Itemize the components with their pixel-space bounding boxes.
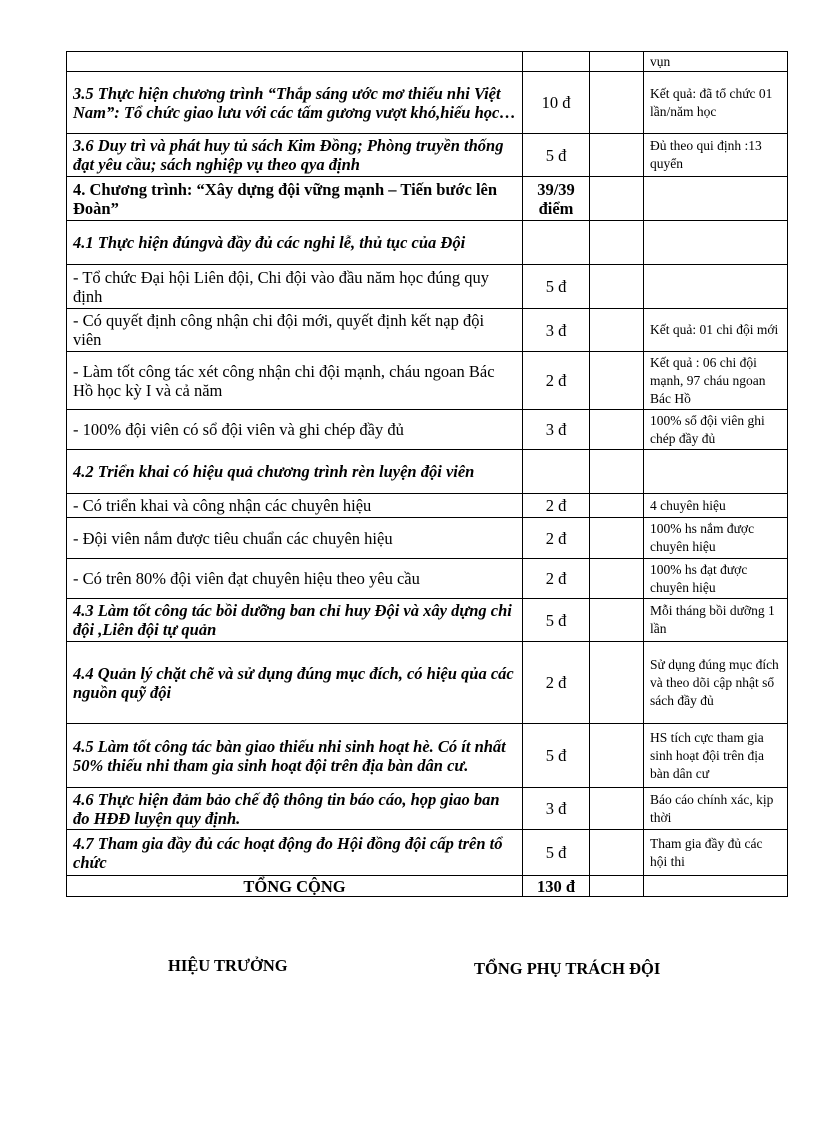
score-cell: [590, 134, 644, 177]
criterion-cell: - Có trên 80% đội viên đạt chuyên hiệu theo yêu cầu: [67, 559, 523, 599]
criterion-cell: 4.2 Triển khai có hiệu quả chương trình rèn luyện đội viên: [67, 450, 523, 494]
criterion-cell: - Đội viên nắm được tiêu chuẩn các chuyên hiệu: [67, 518, 523, 559]
points-cell: 2 đ: [523, 494, 590, 518]
table-row: [67, 788, 788, 830]
table-row: [67, 134, 788, 177]
table-row: [67, 876, 788, 897]
points-cell: 39/39 điểm: [523, 177, 590, 221]
table-row: [67, 410, 788, 450]
criterion-cell: 3.6 Duy trì và phát huy tủ sách Kim Đồng; Phòng truyền thống đạt yêu cầu; sách nghiệp vụ theo qya định: [67, 134, 523, 177]
result-note-cell: Kết quả : 06 chi đội mạnh, 97 cháu ngoan Bác Hồ: [644, 352, 788, 410]
table-row: [67, 221, 788, 265]
points-cell: 130 đ: [523, 876, 590, 897]
criterion-cell: 4.1 Thực hiện đúngvà đầy đủ các nghi lễ, thủ tục của Đội: [67, 221, 523, 265]
result-note-cell: [644, 265, 788, 309]
table-row: [67, 642, 788, 724]
points-cell: 2 đ: [523, 352, 590, 410]
table-row: [67, 52, 788, 72]
table-row: [67, 265, 788, 309]
table-row: [67, 494, 788, 518]
table-row: [67, 599, 788, 642]
score-cell: [590, 642, 644, 724]
criterion-cell: - Có quyết định công nhận chi đội mới, quyết định kết nạp đội viên: [67, 309, 523, 352]
points-cell: 5 đ: [523, 724, 590, 788]
result-note-cell: HS tích cực tham gia sinh hoạt đội trên địa bàn dân cư: [644, 724, 788, 788]
result-note-cell: 100% hs đạt được chuyên hiệu: [644, 559, 788, 599]
criterion-cell: 4.5 Làm tốt công tác bàn giao thiếu nhi sinh hoạt hè. Có ít nhất 50% thiếu nhi tham gia sinh hoạt đội trên địa bàn dân cư.: [67, 724, 523, 788]
criterion-cell: 4.6 Thực hiện đảm bảo chế độ thông tin báo cáo, họp giao ban đo HĐĐ luyện quy định.: [67, 788, 523, 830]
points-cell: 2 đ: [523, 559, 590, 599]
criterion-cell: 3.5 Thực hiện chương trình “Thắp sáng ước mơ thiếu nhi Việt Nam”: Tổ chức giao lưu với các tấm gương vượt khó,hiếu học…: [67, 72, 523, 134]
result-note-cell: Tham gia đầy đủ các hội thi: [644, 830, 788, 876]
result-note-cell: [644, 450, 788, 494]
score-cell: [590, 518, 644, 559]
score-cell: [590, 876, 644, 897]
result-note-cell: [644, 876, 788, 897]
points-cell: 10 đ: [523, 72, 590, 134]
score-cell: [590, 309, 644, 352]
criterion-cell: - Tổ chức Đại hội Liên đội, Chi đội vào đầu năm học đúng quy định: [67, 265, 523, 309]
points-cell: 2 đ: [523, 642, 590, 724]
table-row: [67, 559, 788, 599]
criterion-cell: TỔNG CỘNG: [67, 876, 523, 897]
table-row: [67, 724, 788, 788]
criterion-cell: - Làm tốt công tác xét công nhận chi đội mạnh, cháu ngoan Bác Hồ học kỳ I và cả năm: [67, 352, 523, 410]
result-note-cell: Báo cáo chính xác, kịp thời: [644, 788, 788, 830]
points-cell: [523, 52, 590, 72]
table-row: [67, 72, 788, 134]
points-cell: 5 đ: [523, 265, 590, 309]
result-note-cell: Mỗi tháng bồi dưỡng 1 lần: [644, 599, 788, 642]
table-row: [67, 518, 788, 559]
score-cell: [590, 724, 644, 788]
table-row: [67, 830, 788, 876]
points-cell: [523, 450, 590, 494]
result-note-cell: 4 chuyên hiệu: [644, 494, 788, 518]
score-cell: [590, 559, 644, 599]
score-cell: [590, 352, 644, 410]
result-note-cell: 100% hs nắm được chuyên hiệu: [644, 518, 788, 559]
result-note-cell: Kết quả: đã tổ chức 01 lần/năm học: [644, 72, 788, 134]
points-cell: 3 đ: [523, 788, 590, 830]
result-note-cell: [644, 177, 788, 221]
result-note-cell: Sử dụng đúng mục đích và theo dõi cập nhật sổ sách đầy đủ: [644, 642, 788, 724]
evaluation-table: [66, 51, 788, 897]
principal-signature-label: HIỆU TRƯỞNG: [168, 956, 288, 975]
score-cell: [590, 599, 644, 642]
points-cell: 3 đ: [523, 410, 590, 450]
criterion-cell: - 100% đội viên có sổ đội viên và ghi chép đầy đủ: [67, 410, 523, 450]
result-note-cell: [644, 221, 788, 265]
points-cell: 5 đ: [523, 599, 590, 642]
criterion-cell: 4. Chương trình: “Xây dựng đội vững mạnh – Tiến bước lên Đoàn”: [67, 177, 523, 221]
table-row: [67, 177, 788, 221]
points-cell: 2 đ: [523, 518, 590, 559]
points-cell: 5 đ: [523, 134, 590, 177]
score-cell: [590, 450, 644, 494]
evaluation-table-body: [67, 52, 788, 897]
score-cell: [590, 177, 644, 221]
score-cell: [590, 788, 644, 830]
score-cell: [590, 830, 644, 876]
criterion-cell: - Có triển khai và công nhận các chuyên hiệu: [67, 494, 523, 518]
table-row: [67, 450, 788, 494]
score-cell: [590, 265, 644, 309]
result-note-cell: Kết quả: 01 chi đội mới: [644, 309, 788, 352]
score-cell: [590, 221, 644, 265]
result-note-cell: vụn: [644, 52, 788, 72]
score-cell: [590, 72, 644, 134]
points-cell: 3 đ: [523, 309, 590, 352]
points-cell: 5 đ: [523, 830, 590, 876]
team-leader-signature-label: TỔNG PHỤ TRÁCH ĐỘI: [474, 959, 661, 978]
criterion-cell: 4.7 Tham gia đầy đủ các hoạt động đo Hội đồng đội cấp trên tổ chức: [67, 830, 523, 876]
result-note-cell: 100% sổ đội viên ghi chép đầy đủ: [644, 410, 788, 450]
table-row: [67, 352, 788, 410]
criterion-cell: 4.4 Quản lý chặt chẽ và sử dụng đúng mục đích, có hiệu qủa các nguồn quỹ đội: [67, 642, 523, 724]
criterion-cell: [67, 52, 523, 72]
score-cell: [590, 52, 644, 72]
table-row: [67, 309, 788, 352]
result-note-cell: Đủ theo qui định :13 quyển: [644, 134, 788, 177]
points-cell: [523, 221, 590, 265]
score-cell: [590, 410, 644, 450]
score-cell: [590, 494, 644, 518]
criterion-cell: 4.3 Làm tốt công tác bồi dưỡng ban chỉ huy Đội và xây dựng chi đội ,Liên đội tự quản: [67, 599, 523, 642]
